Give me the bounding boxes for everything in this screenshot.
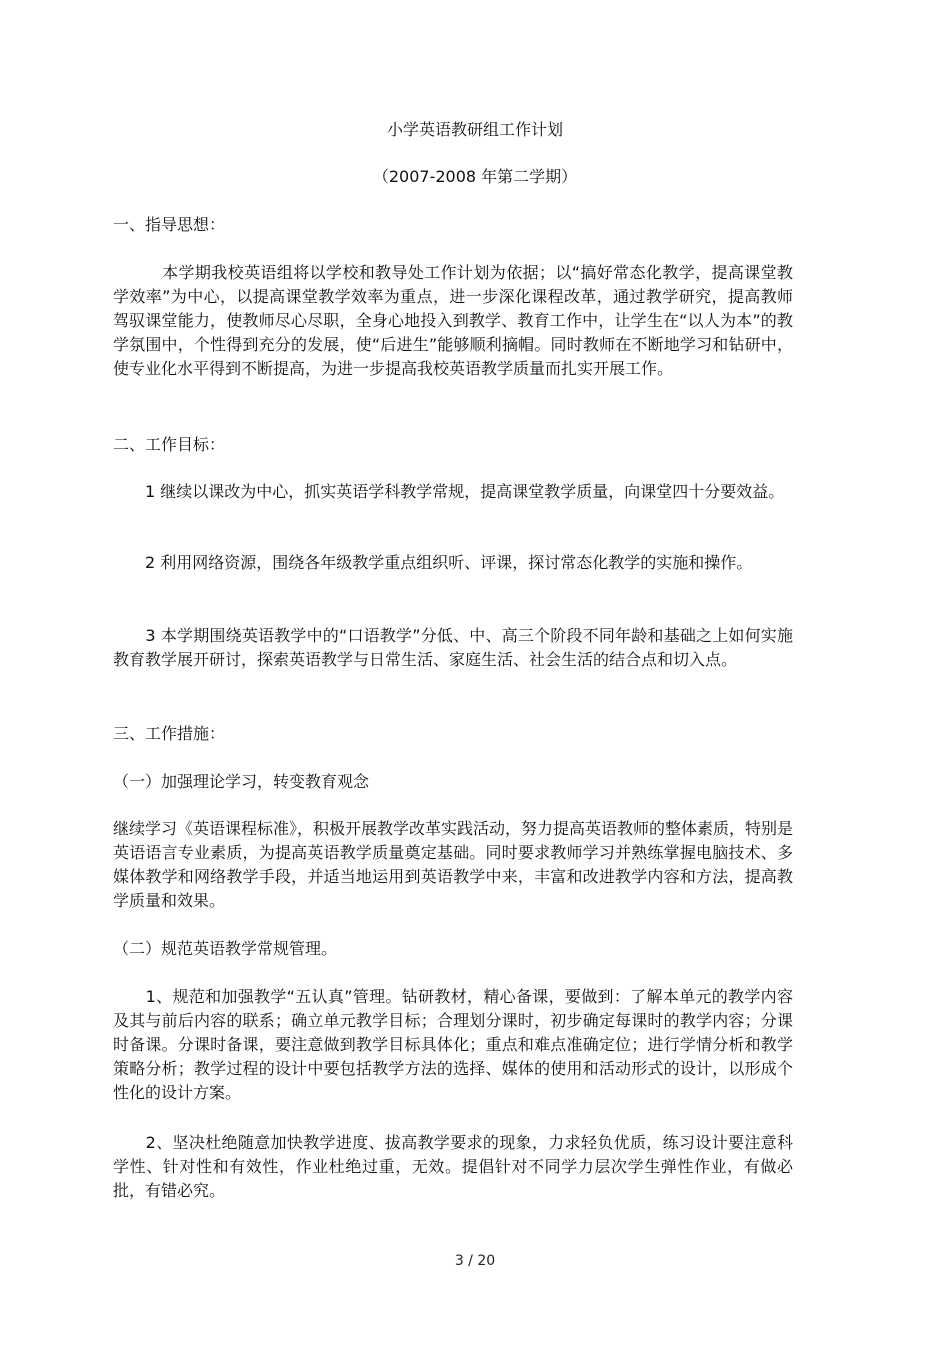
subsection-heading-teaching-management: （二）规范英语教学常规管理。	[113, 939, 338, 958]
document-title: 小学英语教研组工作计划	[386, 120, 563, 139]
section-heading-work-goals: 二、工作目标：	[113, 435, 226, 454]
goal-item-2: 2 利用网络资源，围绕各年级教学重点组织听、评课，探讨常态化教学的实施和操作。	[113, 553, 753, 572]
section-heading-guiding-thought: 一、指导思想：	[113, 215, 226, 234]
paragraph-theory-study: 继续学习《英语课程标准》，积极开展教学改革实践活动，努力提高英语教师的整体素质，特别是英语语言专业素质，为提高英语教学质量奠定基础。同时要求教师学习并熟练掌握电脑技术、多媒体教学和网络教学手段，并适当地运用到英语教学中来，丰富和改进教学内容和方法，提高教学质量和效果。	[113, 819, 794, 910]
goal-item-3: 3 本学期围绕英语教学中的“口语教学”分低、中、高三个阶段不同年龄和基础之上如何实施教育教学展开研讨，探索英语教学与日常生活、家庭生活、社会生活的结合点和切入点。	[113, 626, 793, 669]
document-subtitle: （2007-2008 年第二学期）	[372, 167, 578, 186]
management-item-1: 1、规范和加强教学“五认真”管理。钻研教材，精心备课，要做到：了解本单元的教学内容及其与前后内容的联系；确立单元教学目标；合理划分课时，初步确定每课时的教学内容；分课时备课。分课时备课，要注意做到教学目标具体化；重点和难点准确定位；进行学情分析和教学策略分析；教学过程的设计中要包括教学方法的选择、媒体的使用和活动形式的设计，以形成个性化的设计方案。	[113, 987, 793, 1102]
paragraph-guiding-thought: 本学期我校英语组将以学校和教导处工作计划为依据；以“搞好常态化教学，提高课堂教学效率”为中心，以提高课堂教学效率为重点，进一步深化课程改革，通过教学研究，提高教师驾驭课堂能力，使教师尽心尽职，全身心地投入到教学、教育工作中，让学生在“以人为本”的教学氛围中，个性得到充分的发展，使“后进生”能够顺利摘帽。同时教师在不断地学习和钻研中，使专业化水平得到不断提高，为进一步提高我校英语教学质量而扎实开展工作。	[113, 263, 793, 378]
subsection-heading-theory-study: （一）加强理论学习，转变教育观念	[113, 772, 370, 791]
goal-item-1: 1 继续以课改为中心，抓实英语学科教学常规，提高课堂教学质量，向课堂四十分要效益。	[113, 482, 785, 501]
management-item-2: 2、坚决杜绝随意加快教学进度、拔高教学要求的现象，力求轻负优质，练习设计要注意科学性、针对性和有效性，作业杜绝过重，无效。提倡针对不同学力层次学生弹性作业，有做必批，有错必究。	[113, 1133, 793, 1200]
page-number: 3 / 20	[454, 1253, 496, 1269]
section-heading-work-measures: 三、工作措施：	[113, 724, 226, 743]
